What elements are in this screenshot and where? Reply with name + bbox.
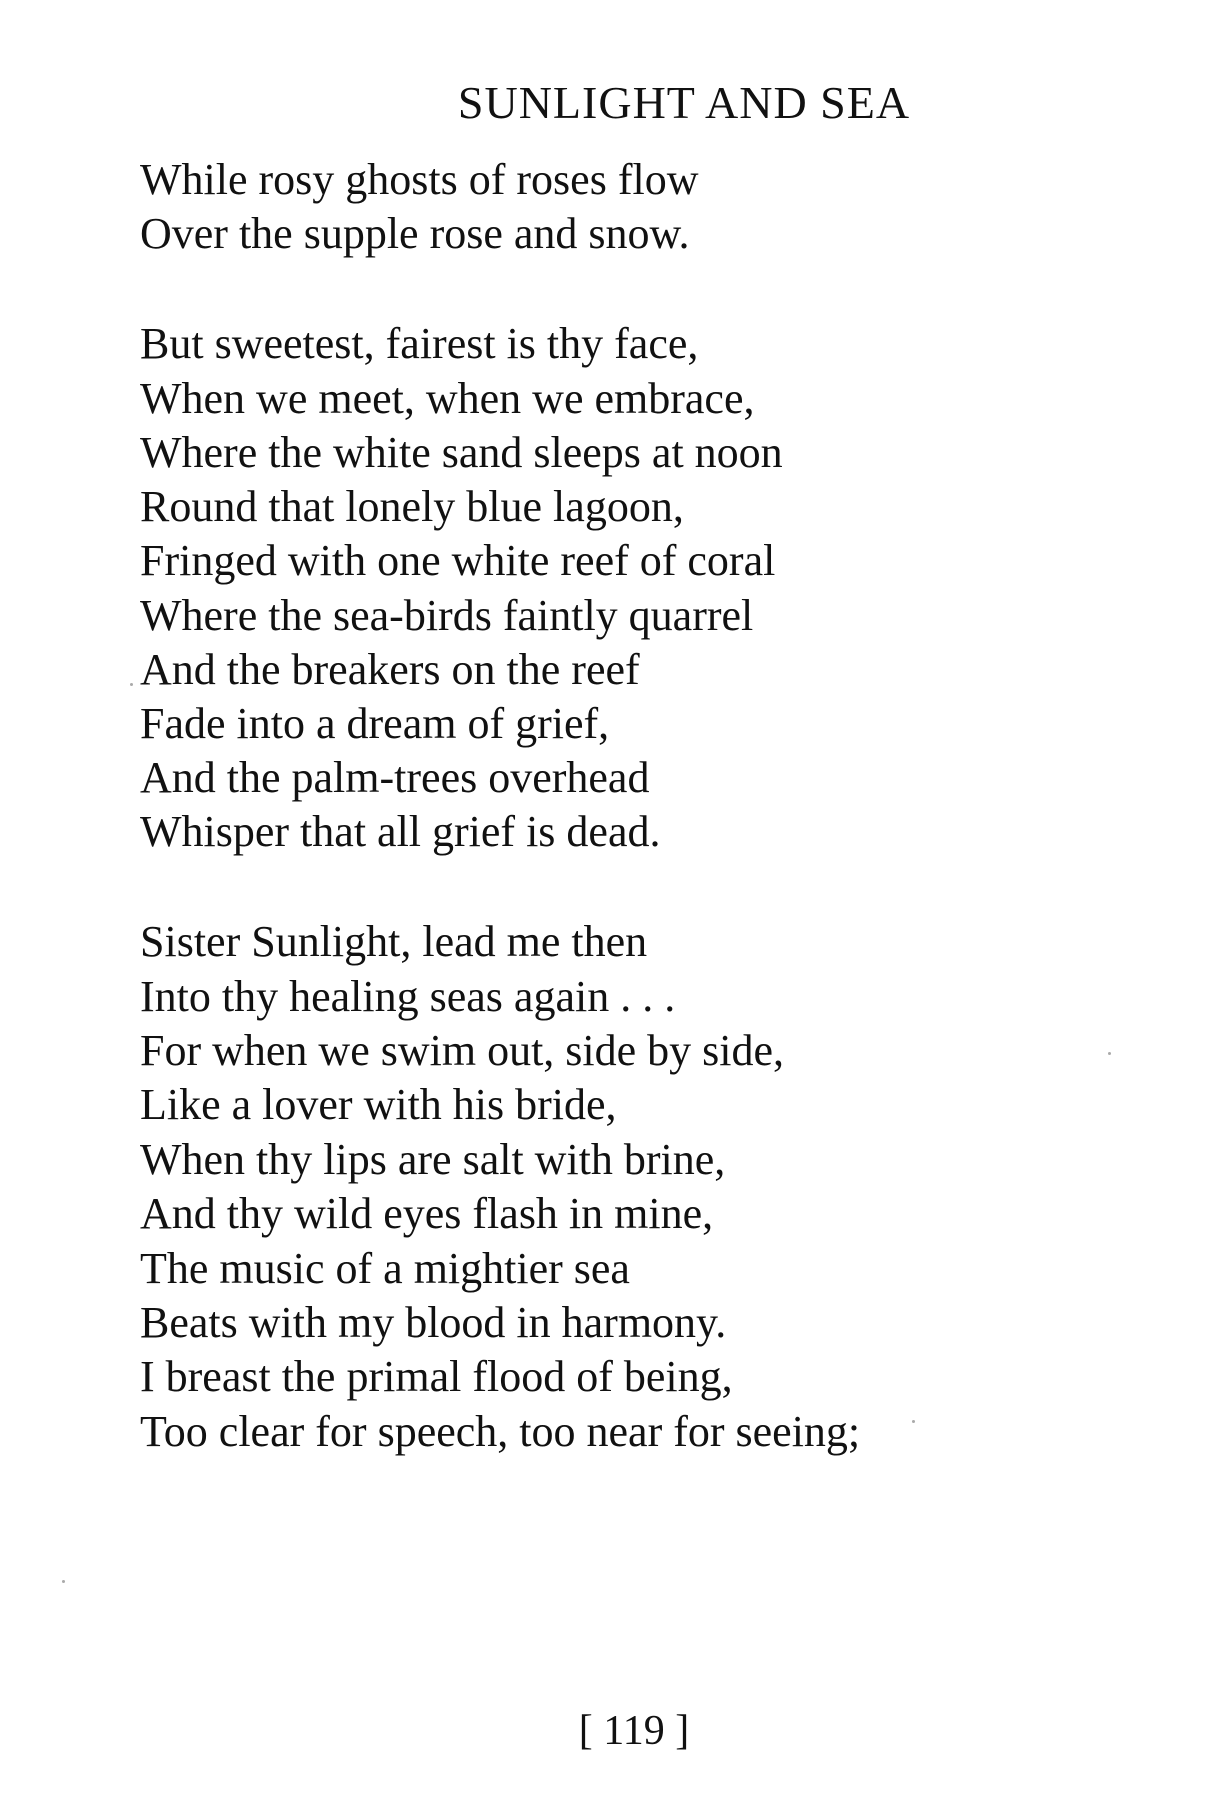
poem-line: Fringed with one white reef of coral <box>140 536 776 585</box>
poem-line: But sweetest, fairest is thy face, <box>140 319 699 368</box>
poem-line: Beats with my blood in harmony. <box>140 1298 727 1347</box>
poem-line: Round that lonely blue lagoon, <box>140 482 684 531</box>
running-head: SUNLIGHT AND SEA <box>457 77 911 128</box>
poem-line: And the palm-trees overhead <box>140 753 650 802</box>
poem-line: When we meet, when we embrace, <box>140 374 755 423</box>
poem-line: Whisper that all grief is dead. <box>140 807 661 856</box>
poem-line: Where the white sand sleeps at noon <box>140 428 783 477</box>
scan-speck <box>912 1420 915 1423</box>
scan-speck <box>62 1580 65 1583</box>
poem-line: I breast the primal flood of being, <box>140 1352 733 1401</box>
poem-line: While rosy ghosts of roses flow <box>140 155 699 204</box>
poem-line: Too clear for speech, too near for seeing; <box>140 1407 861 1456</box>
scan-speck <box>130 683 133 686</box>
poem-line: And the breakers on the reef <box>140 645 640 694</box>
poem-line: Sister Sunlight, lead me then <box>140 917 648 966</box>
poem-line: Fade into a dream of grief, <box>140 699 610 748</box>
poem-line: The music of a mightier sea <box>140 1244 630 1293</box>
poem-line: Over the supple rose and snow. <box>140 209 690 258</box>
poem-line: Where the sea-birds faintly quarrel <box>140 591 754 640</box>
poem-line: When thy lips are salt with brine, <box>140 1135 726 1184</box>
scan-speck <box>1108 1052 1111 1055</box>
poem-line: Into thy healing seas again . . . <box>140 972 676 1021</box>
poem-line: Like a lover with his bride, <box>140 1080 617 1129</box>
poem-line: For when we swim out, side by side, <box>140 1026 785 1075</box>
poem-line: And thy wild eyes flash in mine, <box>140 1189 714 1238</box>
page-number: [ 119 ] <box>578 1708 690 1754</box>
